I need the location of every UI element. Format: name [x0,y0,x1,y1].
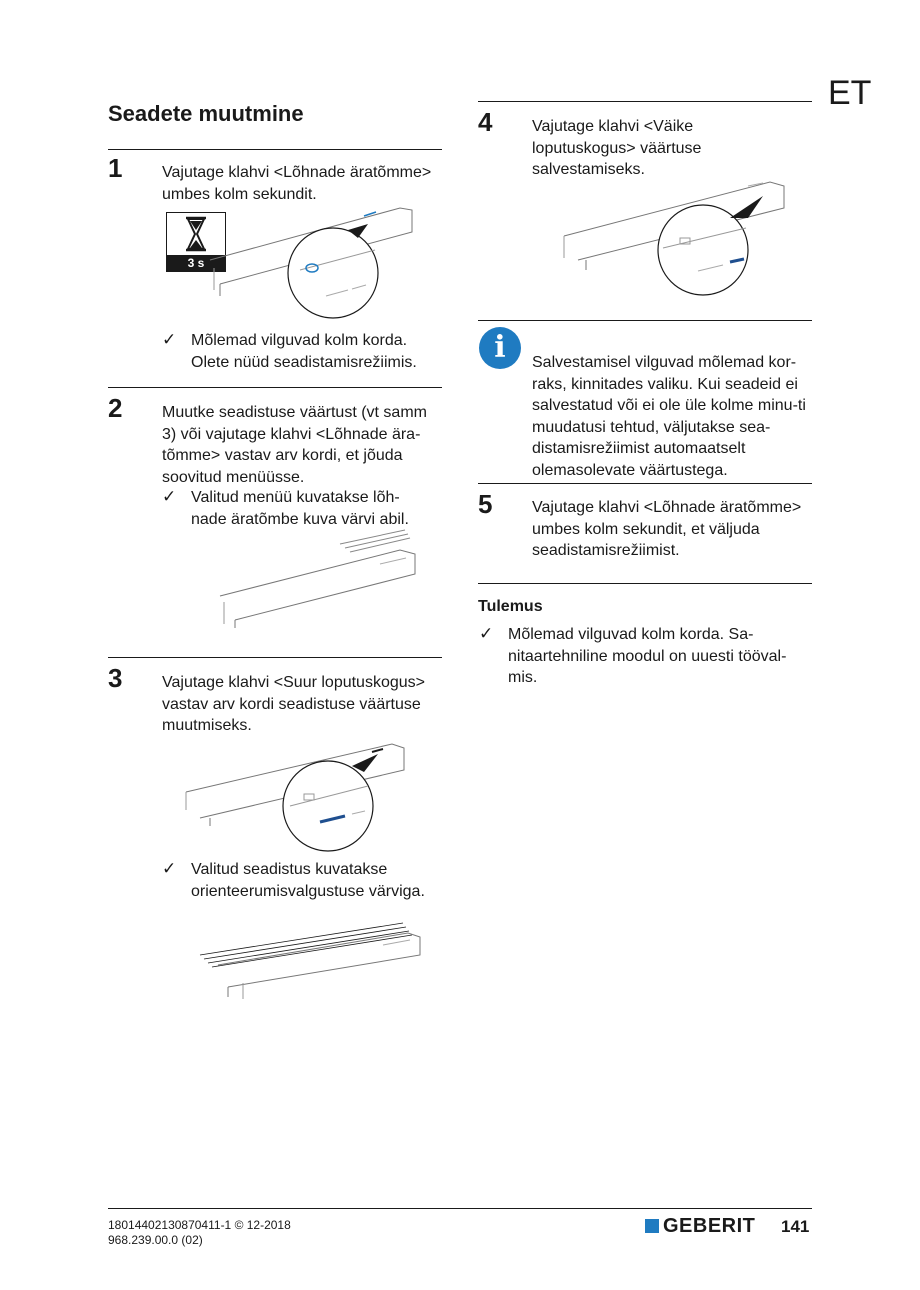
result-text: Mõlemad vilguvad kolm korda. Sa-nitaartehniline moodul on uuesti tööval-mis. [508,626,787,686]
page-title: Seadete muutmine [108,101,304,126]
step-1-illustration [200,200,420,320]
page-number: 141 [781,1217,810,1236]
brand-square-icon [645,1219,659,1233]
step-4-text: Vajutage klahvi <Väike loputuskogus> väärtuse salvestamiseks. [532,118,702,178]
step-divider [108,387,442,388]
footer-rule [108,1208,812,1209]
step-1-result: Mõlemad vilguvad kolm korda. Olete nüüd seadistamisrežiimis. [191,332,417,371]
check-icon: ✓ [479,624,494,643]
language-tag: ET [828,74,872,112]
check-icon: ✓ [162,330,177,349]
footer-doc-number: 968.239.00.0 (02) [108,1233,203,1247]
step-divider [108,657,442,658]
step-1-text: Vajutage klahvi <Lõhnade äratõmme> umbes kolm sekundit. [162,164,432,203]
step-3-number: 3 [108,663,123,693]
step-divider [478,483,812,484]
step-3-text: Vajutage klahvi <Suur loputuskogus> vastav arv kordi seadistuse väärtuse muutmiseks. [162,674,425,734]
step-5-text: Vajutage klahvi <Lõhnade äratõmme> umbes kolm sekundit, et väljuda seadistamisrežiimist. [532,499,802,559]
step-2-illustration [210,530,430,630]
step-divider [478,101,812,102]
step-3-result-illustration [198,915,428,1000]
step-4-number: 4 [478,107,493,137]
step-2-number: 2 [108,393,123,423]
brand-logo [645,1215,755,1238]
step-4-illustration [558,178,793,303]
step-2-text: Muutke seadistuse väärtust (vt samm 3) või vajutage klahvi <Lõhnade ära-tõmme> vastav arv kordi, et jõuda soovitud menüüsse. [162,404,427,486]
step-2-result: Valitud menüü kuvatakse lõh-nade äratõmbe kuva värvi abil. [191,489,409,528]
step-1-number: 1 [108,153,123,183]
step-divider [108,149,442,150]
step-5-number: 5 [478,489,493,519]
info-divider [478,320,812,321]
footer-doc-id: 18014402130870411-1 © 12-2018 [108,1218,291,1232]
check-icon: ✓ [162,859,177,878]
result-divider [478,583,812,584]
brand-name: GEBERIT [663,1215,756,1237]
timer-label: 3 s [167,255,225,271]
step-3-result: Valitud seadistus kuvatakse orienteerumisvalgustuse värviga. [191,861,425,900]
check-icon: ✓ [162,487,177,506]
info-text: Salvestamisel vilguvad mõlemad kor-raks, kinnitades valiku. Kui seadeid ei salvestatud või ei ole üle kolme minu-ti muudatusi tehtud, väljutakse sea-distamisrežiimist automaatselt olemasolevate väärtustega. [532,354,806,479]
step-3-illustration [180,740,420,855]
result-heading: Tulemus [478,598,543,615]
info-icon: i [479,327,521,369]
